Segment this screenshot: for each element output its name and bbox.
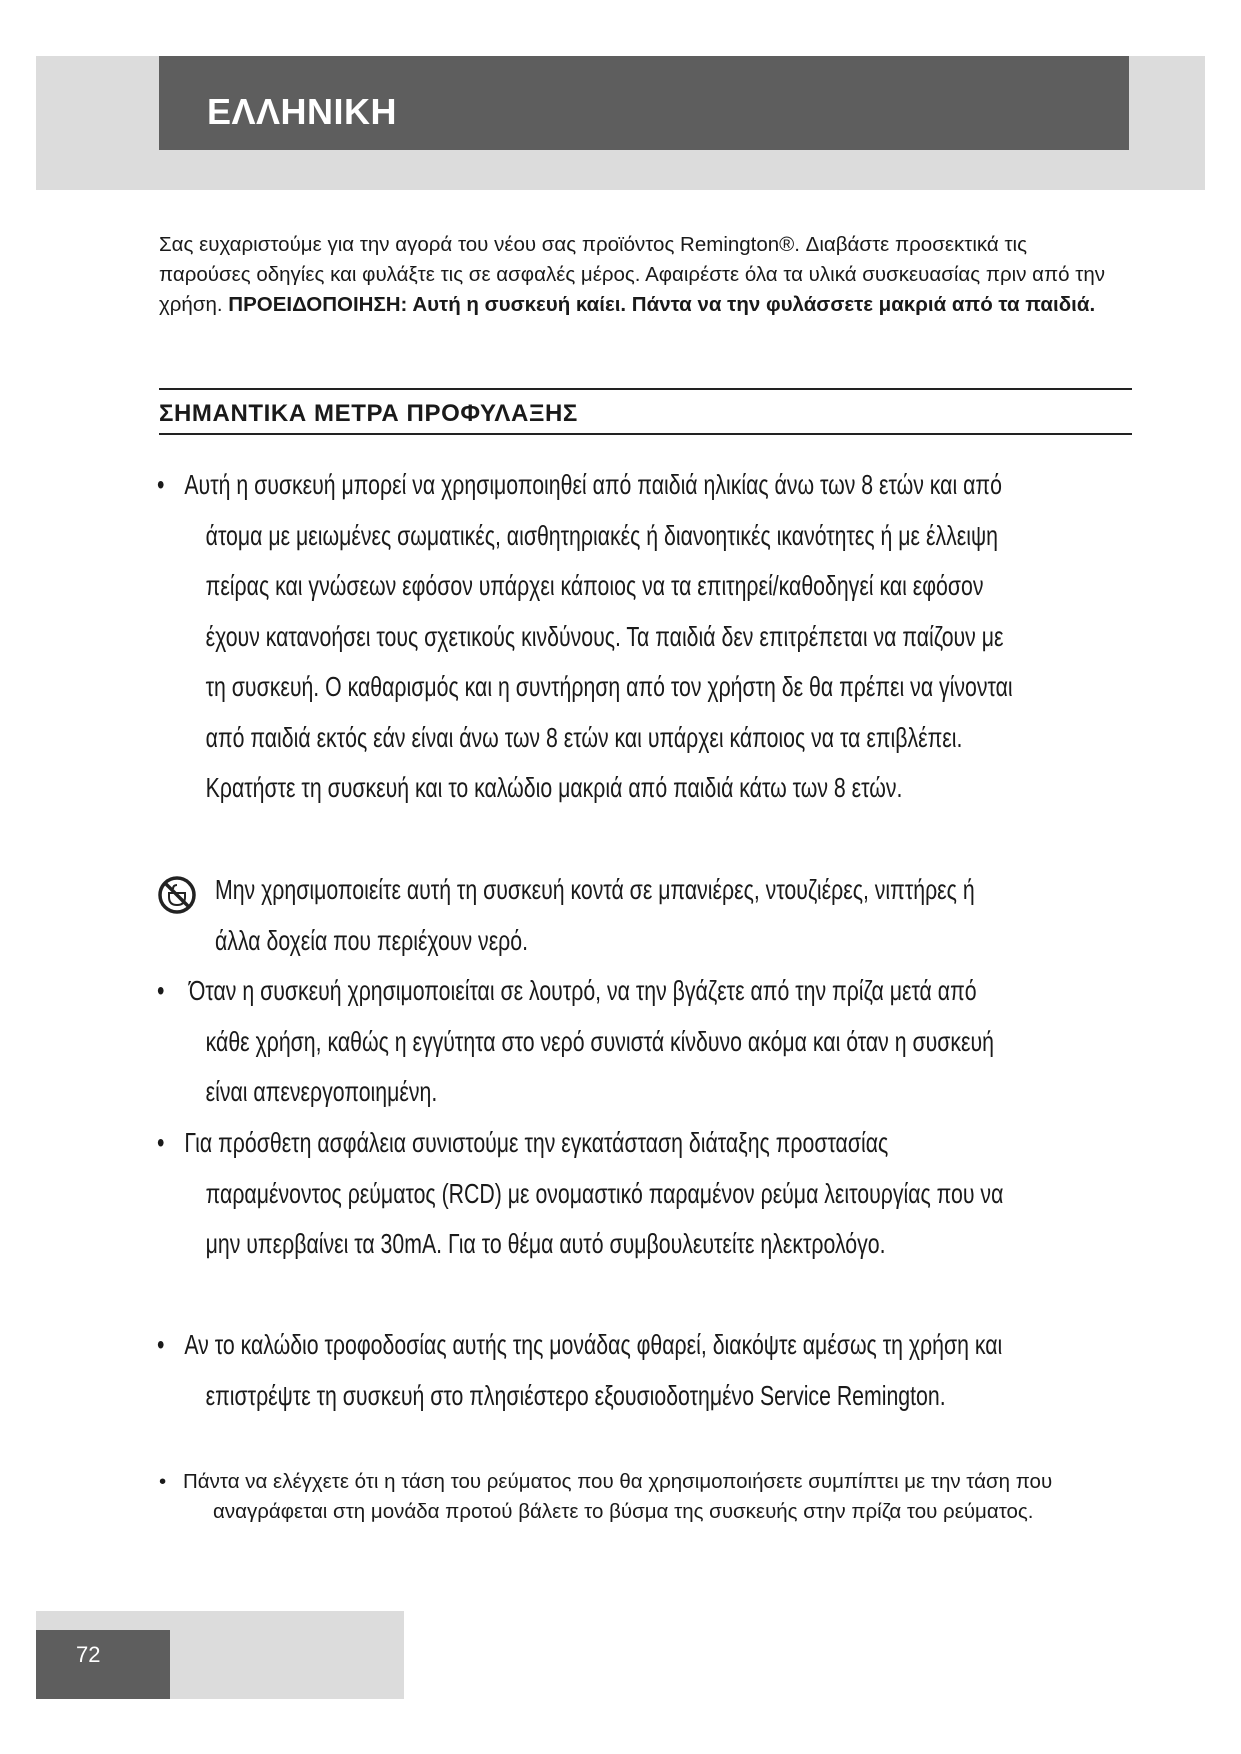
section-title: ΣΗΜΑΝΤΙΚΑ ΜΕΤΡΑ ΠΡΟΦΥΛΑΞΗΣ — [159, 400, 578, 427]
page-number: 72 — [76, 1642, 101, 1667]
intro-warning: ΠΡΟΕΙΔΟΠΟΙΗΣΗ: Αυτή η συσκευή καίει. Πάντα να την φυλάσσετε μακριά από τα παιδιά. — [228, 293, 1096, 316]
section-rule-bottom — [159, 433, 1132, 435]
list-item-text: Για πρόσθετη ασφάλεια συνιστούμε την εγκατάσταση διάταξης προστασίας παραμένοντος ρεύματος (RCD) με ονομαστικό παραμένον ρεύμα λειτουργίας που να μην υπερβαίνει τα 30mA. Για το θέμα αυτό συμβουλευτείτε ηλεκτρολόγο. — [184, 1127, 1004, 1259]
list-item — [157, 1320, 1016, 1421]
list-item — [157, 1118, 1016, 1270]
list-item — [215, 865, 1013, 966]
bullet: • — [159, 1470, 167, 1493]
no-water-icon — [157, 875, 197, 915]
bullet: • — [157, 1329, 165, 1360]
intro-text: Σας ευχαριστούμε για την αγορά του νέου σας προϊόντος Remington®. Διαβάστε προσεκτικά τις παρούσες οδηγίες και φυλάξτε τις σε ασφαλές μέρος. Αφαιρέστε όλα τα υλικά συσκευασίας πριν από την χρήση. — [159, 233, 1105, 316]
list-item — [157, 460, 1016, 814]
list-item-text: Μην χρησιμοποιείτε αυτή τη συσκευή κοντά σε μπανιέρες, ντουζιέρες, νιπτήρες ή άλλα δοχεία που περιέχουν νερό. — [215, 874, 975, 956]
list-item-text: Αυτή η συσκευή μπορεί να χρησιμοποιηθεί από παιδιά ηλικίας άνω των 8 ετών και από άτομα με μειωμένες σωματικές, αισθητηριακές ή διανοητικές ικανότητες ή με έλλειψη πείρας και γνώσεων εφόσον υπάρχει κάποιος να τα επιτηρεί/καθοδηγεί και εφόσον έχουν κατανοήσει τους σχετικούς κινδύνους. Τα παιδιά δεν επιτρέπεται να παίζουν με τη συσκευή. Ο καθαρισμός και η συντήρηση από τον χρήστη δε θα πρέπει να γίνονται από παιδιά εκτός εάν είναι άνω των 8 ετών και υπάρχει κάποιος να τα επιβλέπει. Κρατήστε τη συσκευή και το καλώδιο μακριά από παιδιά κάτω των 8 ετών. — [184, 469, 1013, 803]
language-title: ΕΛΛΗΝΙΚΗ — [207, 91, 398, 132]
section-rule-top — [159, 388, 1132, 390]
page-number-box — [36, 1630, 170, 1699]
list-item-text: Αν το καλώδιο τροφοδοσίας αυτής της μονάδας φθαρεί, διακόψτε αμέσως τη χρήση και επιστρέψτε τη συσκευή στο πλησιέστερο εξουσιοδοτημένο Service Remington. — [184, 1329, 1003, 1411]
list-item — [159, 1467, 1119, 1527]
bullet: • — [157, 1127, 165, 1158]
language-header — [159, 56, 1129, 150]
list-item-text: Πάντα να ελέγχετε ότι η τάση του ρεύματος που θα χρησιμοποιήσετε συμπίπτει με την τάση που αναγράφεται στη μονάδα προτού βάλετε το βύσμα της συσκευής στην πρίζα του ρεύματος. — [183, 1470, 1053, 1523]
list-item — [157, 966, 1016, 1118]
bullet: • — [157, 975, 165, 1006]
list-item-text: Όταν η συσκευή χρησιμοποιείται σε λουτρό, να την βγάζετε από την πρίζα μετά από κάθε χρήση, καθώς η εγγύτητα στο νερό συνιστά κίνδυνο ακόμα και όταν η συσκευή είναι απενεργοποιημένη. — [188, 975, 994, 1107]
intro-paragraph — [159, 230, 1119, 320]
bullet: • — [157, 469, 165, 500]
